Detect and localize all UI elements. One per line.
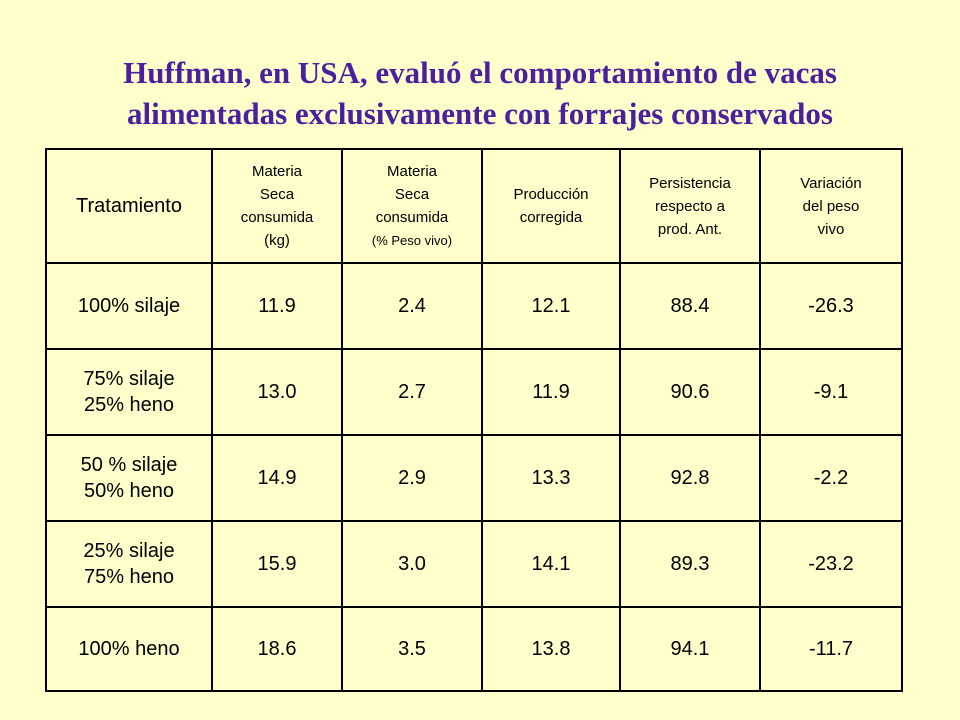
header-line: corregida — [519, 209, 583, 226]
table-header-row — [46, 149, 902, 263]
treatment-cell — [46, 263, 212, 349]
value-cell: -26.3 — [760, 263, 902, 349]
header-tratamiento — [46, 149, 212, 263]
table-row — [46, 607, 902, 691]
treatment-line: 50% heno — [83, 480, 175, 502]
value-cell: 18.6 — [212, 607, 342, 691]
value-cell: 14.1 — [482, 521, 620, 607]
value-cell: 2.7 — [342, 349, 482, 435]
header-line: Materia — [386, 163, 438, 180]
header-line: Persistencia — [649, 174, 731, 192]
value-cell: 2.4 — [342, 263, 482, 349]
value-cell: 13.3 — [482, 435, 620, 521]
treatment-line: 25% silaje — [83, 540, 175, 562]
value-cell: 2.9 — [342, 435, 482, 521]
value-cell: 14.9 — [212, 435, 342, 521]
value-cell: -9.1 — [760, 349, 902, 435]
value-cell: 11.9 — [482, 349, 620, 435]
value-cell: 11.9 — [212, 263, 342, 349]
value-cell: 90.6 — [620, 349, 760, 435]
treatment-line: 100% silaje — [77, 295, 181, 317]
treatment-line: 25% heno — [83, 394, 175, 416]
value-cell: 89.3 — [620, 521, 760, 607]
header-persistencia — [620, 149, 760, 263]
value-cell: 88.4 — [620, 263, 760, 349]
header-line: del peso — [802, 197, 860, 215]
value-cell: -23.2 — [760, 521, 902, 607]
treatment-cell — [46, 349, 212, 435]
header-line: Producción — [513, 186, 589, 203]
treatment-line: 50 % silaje — [80, 454, 178, 476]
treatment-line: 100% heno — [78, 638, 180, 660]
header-line: prod. Ant. — [657, 220, 723, 238]
header-line: Variación — [800, 174, 862, 192]
value-cell: 13.0 — [212, 349, 342, 435]
value-cell: -2.2 — [760, 435, 902, 521]
value-cell: 15.9 — [212, 521, 342, 607]
table-row — [46, 349, 902, 435]
treatment-cell — [46, 521, 212, 607]
treatment-line: 75% heno — [83, 566, 175, 588]
treatment-cell — [46, 435, 212, 521]
header-line: (kg) — [264, 232, 290, 249]
header-line: (% Peso vivo) — [371, 233, 453, 248]
header-materia-seca-peso-vivo — [342, 149, 482, 263]
value-cell: 3.5 — [342, 607, 482, 691]
header-line: Seca — [394, 186, 430, 203]
value-cell: 92.8 — [620, 435, 760, 521]
table-row — [46, 263, 902, 349]
header-line: consumida — [240, 209, 314, 226]
header-variacion-peso-vivo — [760, 149, 902, 263]
slide-title — [0, 52, 960, 134]
treatment-cell — [46, 607, 212, 691]
header-produccion-corregida — [482, 149, 620, 263]
slide-title-line-2: alimentadas exclusivamente con forrajes conservados — [126, 96, 833, 131]
value-cell: 94.1 — [620, 607, 760, 691]
header-line: respecto a — [654, 197, 726, 215]
table-row — [46, 435, 902, 521]
value-cell: 12.1 — [482, 263, 620, 349]
slide-title-line-1: Huffman, en USA, evaluó el comportamiento de vacas — [123, 55, 837, 90]
table-row — [46, 521, 902, 607]
header-line: Materia — [251, 163, 303, 180]
treatment-line: 75% silaje — [83, 368, 175, 390]
header-tratamiento-text: Tratamiento — [76, 194, 182, 217]
value-cell: 13.8 — [482, 607, 620, 691]
value-cell: -11.7 — [760, 607, 902, 691]
header-line: consumida — [375, 209, 449, 226]
results-table — [45, 148, 903, 692]
header-line: Seca — [259, 186, 295, 203]
header-line: vivo — [817, 220, 845, 238]
header-materia-seca-kg — [212, 149, 342, 263]
value-cell: 3.0 — [342, 521, 482, 607]
